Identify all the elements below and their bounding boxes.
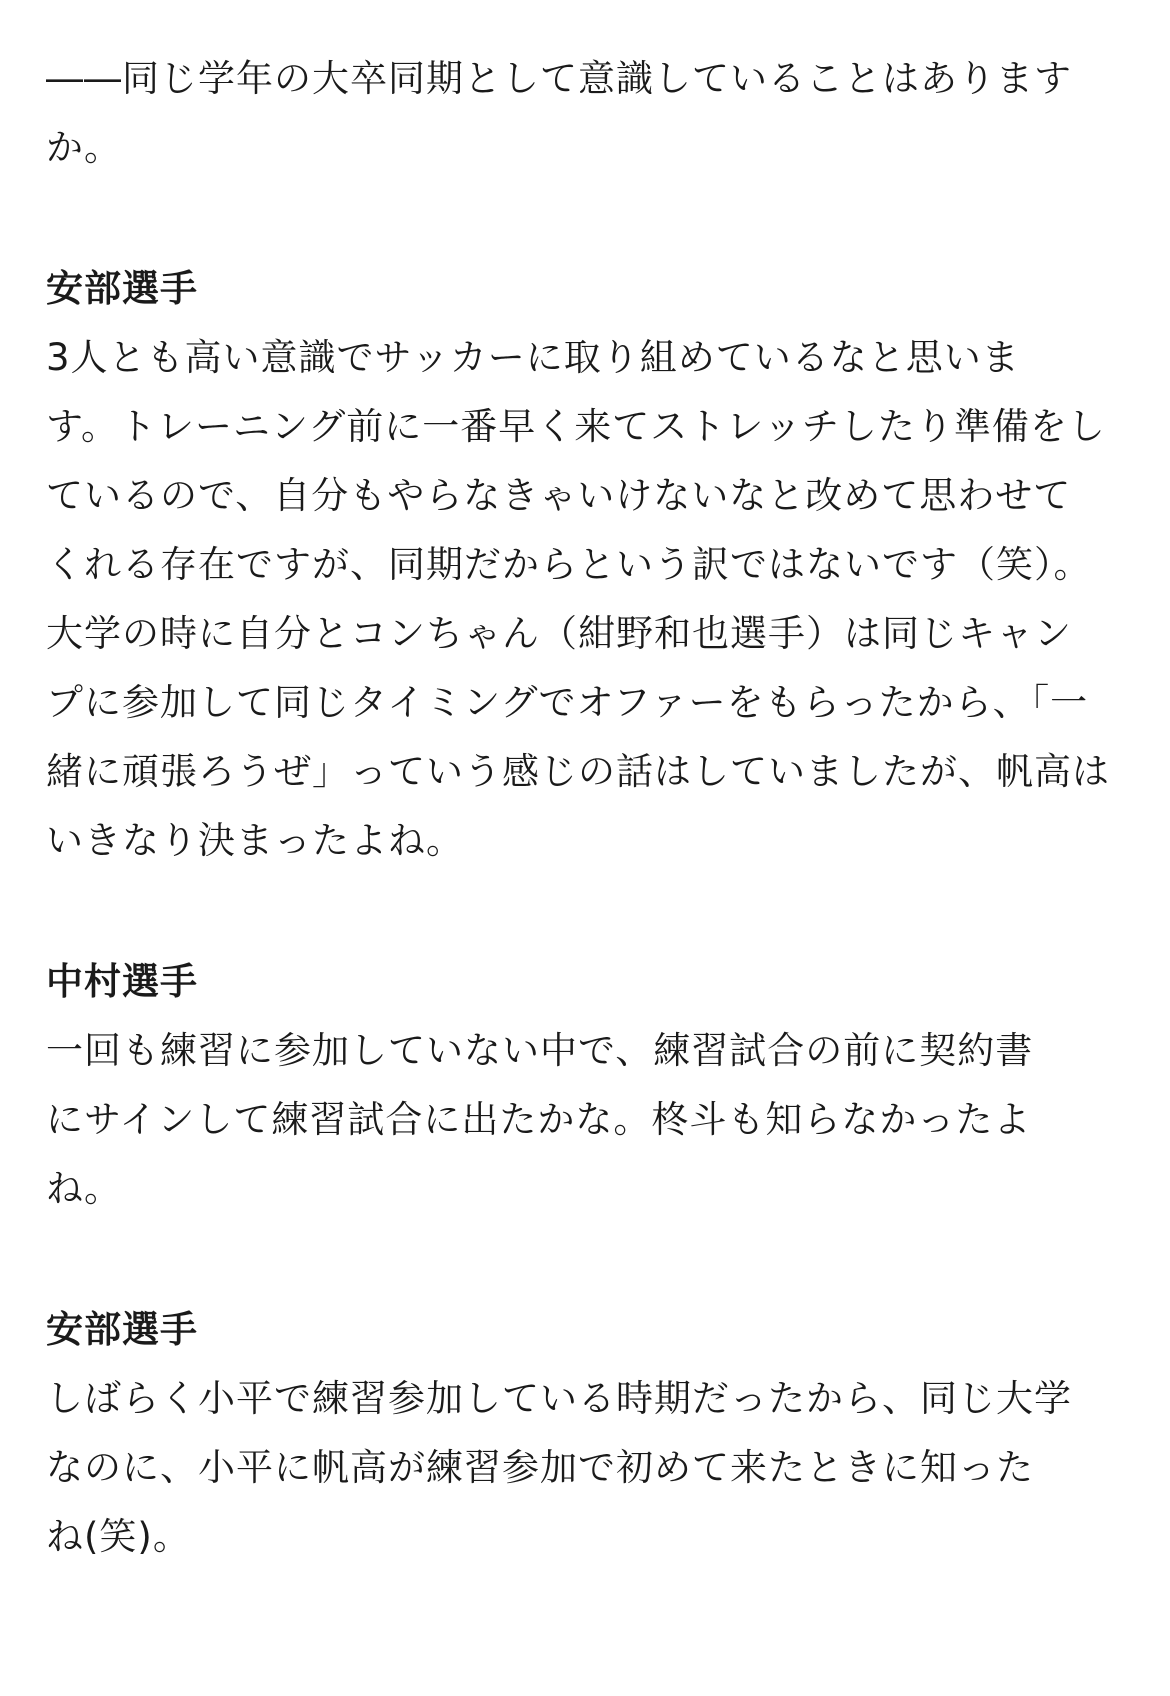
question-line: ――同じ学年の大卒同期として意識していることはあります [46, 57, 1072, 100]
answer-line: 大学の時に自分とコンちゃん（紺野和也選手）は同じキャン [46, 612, 1072, 655]
speaker-name: 安部選手 [46, 1308, 198, 1351]
answer-line: 一回も練習に参加していない中で、練習試合の前に契約書 [46, 1029, 1034, 1072]
speaker-name: 安部選手 [46, 267, 198, 310]
answer-line: ているので、自分もやらなきゃいけないなと改めて思わせて [46, 474, 1072, 517]
paragraph-spacer [46, 1223, 1126, 1295]
answer-line: しばらく小平で練習参加している時期だったから、同じ大学 [46, 1377, 1072, 1420]
answer-block [46, 254, 1126, 875]
answer-block [46, 947, 1126, 1223]
question-line: か。 [46, 126, 122, 169]
answer-line: 3人とも高い意識でサッカーに取り組めているなと思いま [46, 336, 1020, 379]
paragraph-spacer [46, 182, 1126, 254]
answer-line: ね。 [46, 1167, 122, 1210]
interview-article [46, 44, 1126, 1571]
answer-block [46, 1295, 1126, 1571]
answer-line: ね(笑)。 [46, 1515, 191, 1558]
answer-line: なのに、小平に帆高が練習参加で初めて来たときに知った [46, 1446, 1034, 1489]
answer-line: す。トレーニング前に一番早く来てストレッチしたり準備をし [46, 405, 1106, 448]
paragraph-spacer [46, 875, 1126, 947]
answer-line: くれる存在ですが、同期だからという訳ではないです（笑）。 [46, 543, 1092, 586]
answer-line: いきなり決まったよね。 [46, 819, 464, 862]
answer-line: 緒に頑張ろうぜ」っていう感じの話はしていましたが、帆高は [46, 750, 1110, 793]
answer-line: にサインして練習試合に出たかな。柊斗も知らなかったよ [46, 1098, 1032, 1141]
answer-line: プに参加して同じタイミングでオファーをもらったから、「一 [46, 681, 1089, 724]
speaker-name: 中村選手 [46, 960, 198, 1003]
interviewer-question [46, 44, 1126, 182]
